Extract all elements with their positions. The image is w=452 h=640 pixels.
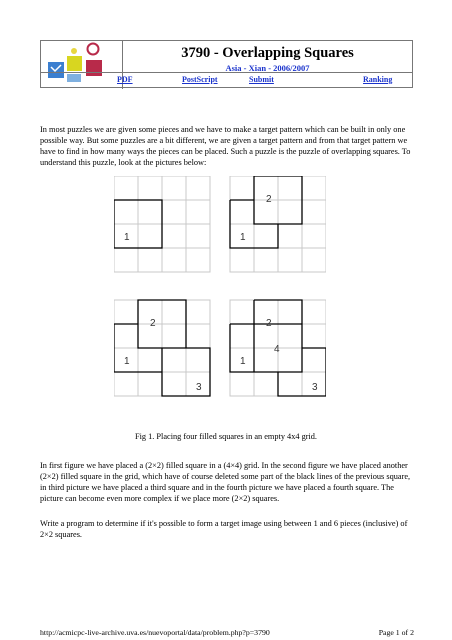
figure-label-1c: 1 (124, 356, 130, 367)
explanation-paragraph: In first figure we have placed a (2×2) filled square in a (4×4) grid. In the second figure we have placed another (2×2) filled square in the grid, which have of course deleted some part of the black lines of the previous square, in third picture we have placed a third square and in the fourth picture we have placed a fourth square. The picture can become even more complex if we place more (2×2) squares. (40, 461, 411, 503)
footer-page-number: Page 1 of 2 (378, 628, 414, 637)
figure-label-1d: 1 (240, 356, 246, 367)
pdf-link[interactable]: PDF (117, 75, 133, 84)
figure-caption: Fig 1. Placing four filled squares in an empty 4x4 grid. (134, 432, 318, 441)
figure-label-1a: 1 (124, 232, 130, 243)
figure-grids (114, 176, 326, 406)
intro-paragraph: In most puzzles we are given some pieces and we have to make a target pattern which can be built in only one possible way. But some puzzles are a bit different, we are given a target pattern and from that target pattern we have to find in how many ways the pieces can be placed. Such a puzzle is the puzzle of overlapping squares. To understand this puzzle, look at the pictures below: (40, 125, 411, 167)
figure-label-2c: 2 (266, 318, 272, 329)
figure-label-2a: 2 (266, 194, 272, 205)
problem-links-bar (40, 72, 413, 88)
figure-label-4: 4 (274, 344, 280, 355)
problem-title: 3790 - Overlapping Squares (181, 45, 354, 61)
contest-link[interactable]: Asia - Xian - 2006/2007 (225, 63, 310, 73)
footer-url: http://acmicpc-live-archive.uva.es/nuevoportal/data/problem.php?p=3790 (40, 628, 270, 637)
ranking-link[interactable]: Ranking (363, 75, 393, 84)
figure-label-1b: 1 (240, 232, 246, 243)
postscript-link[interactable]: PostScript (182, 75, 218, 84)
figure-label-3b: 3 (312, 382, 318, 393)
figure-label-3a: 3 (196, 382, 202, 393)
task-paragraph: Write a program to determine if it's possible to form a target image using between 1 and 6 pieces (inclusive) of 2×2 squares. (40, 519, 408, 539)
figure-overlapping-squares (114, 176, 326, 406)
submit-link[interactable]: Submit (249, 75, 274, 84)
figure-label-2b: 2 (150, 318, 156, 329)
